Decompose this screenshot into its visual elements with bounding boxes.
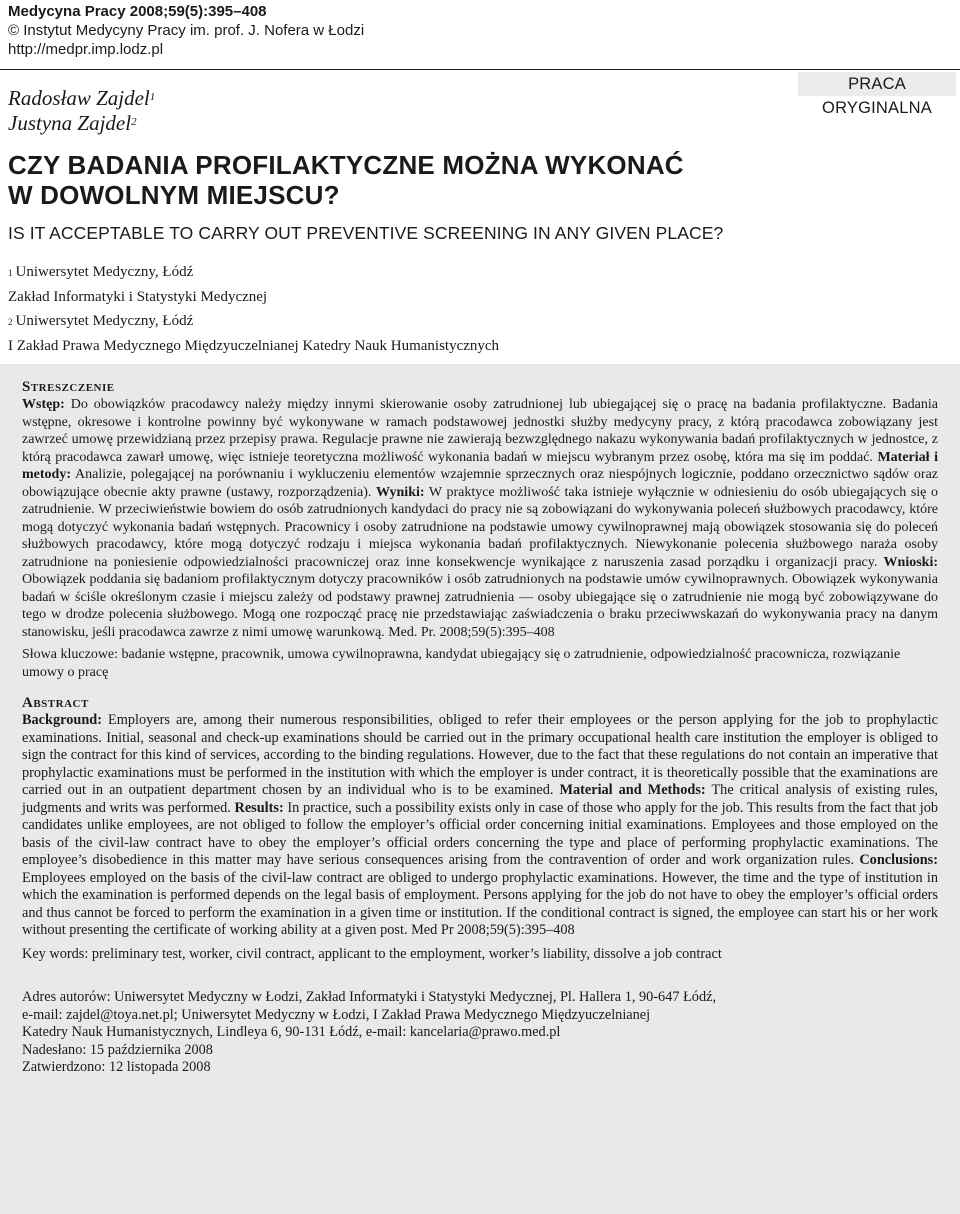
keywords: Słowa kluczowe: badanie wstępne, pracownik, umowa cywilnoprawna, kandydat ubiegający się o zatrudnienie, odpowiedzialność pracownicza, rozwiązanie umowy o pracę [22,647,901,680]
affiliation-list [8,260,499,358]
abstract-label: Conclusions: [859,852,938,868]
article-title-english: IS IT ACCEPTABLE TO CARRY OUT PREVENTIVE SCREENING IN ANY GIVEN PLACE? [8,223,724,243]
abstract-label: Materiał i metody: [22,449,938,482]
author [8,86,155,111]
abstract-label: Wnioski: [883,554,938,570]
header-rule [0,69,960,70]
affiliation-university: $^1$ Uniwersytet Medyczny, Łódź [8,264,194,280]
accepted-date: Zatwierdzono: 12 listopada 2008 [22,1059,211,1075]
abstract-content [22,379,938,1077]
journal-citation: Medycyna Pracy 2008;59(5):395–408 [8,3,267,20]
abstract-label: Background: [22,712,102,728]
affiliation-department: Zakład Informatyki i Statystyki Medycznej [8,288,268,305]
abstract-label: Material and Methods: [559,782,706,798]
affiliation-department: I Zakład Prawa Medycznego Międzyuczelnianej Katedry Nauk Humanistycznych [8,337,500,354]
affiliation-number: 1 [8,268,13,278]
author [8,111,155,136]
abstract-label: Wyniki: [376,484,425,500]
author-affiliation-marker: 2 [131,116,137,128]
abstract-label: Results: [234,799,284,816]
correspondence-info [22,989,938,1077]
section-heading: Abstract [22,695,89,711]
streszczenie-section [22,379,938,681]
author-affiliation-marker: 1 [149,91,156,103]
author-name: Justyna Zajdel [8,111,132,135]
title-line: CZY BADANIA PROFILAKTYCZNE MOŻNA WYKONAĆ [8,150,684,180]
author-name: Radosław Zajdel [8,86,150,110]
keywords: Key words: preliminary test, worker, civil contract, applicant to the employment, worker’s liability, dissolve a job contract [22,945,722,962]
correspondence-line: e-mail: zajdel@toya.net.pl; Uniwersytet Medyczny w Łodzi, I Zakład Prawa Medycznego Międzyuczelnianej [22,1006,651,1023]
abstract-box [0,364,960,1214]
journal-header [8,2,364,59]
article-type-badge: PRACA ORYGINALNA [798,72,956,96]
affiliation-number: 2 [8,317,13,327]
correspondence-line: Adres autorów: Uniwersytet Medyczny w Łodzi, Zakład Informatyki i Statystyki Medycznej, Pl. Hallera 1, 90-647 Łódź, [22,989,717,1005]
abstract-paragraph: Wstęp: Do obowiązków pracodawcy należy między innymi skierowanie osoby zatrudnionej lub ubiegającej się o pracę na badania profilaktyczne. Badania wstępne, okresowe i kontrolne powinny być wykonywane w ramach podstawowej jednostki służby medycyny pracy, z którą pracodawca zobowiązany jest zawrzeć umowę przewidzianą przez przepisy prawa. Regulacje prawne nie zawierają bezwzględnego nakazu wykonywania badań profilaktycznych w jednostce, z którą pracodawca zawarł umowę, więc istnieje teoretyczna możliwość wykonania badań w miejscu wybranym przez osobę, która ma się im poddać. Materiał i metody: Analizie, polegającej na porównaniu i wykluczeniu elementów wzajemnie sprzecznych oraz niespójnych logicznie, poddano orzecznictwo sądów oraz obowiązujące obecnie akty prawne (ustawy, rozporządzenia). Wyniki: W praktyce możliwość taka istnieje wyłącznie w odniesieniu do osób ubiegających się o zatrudnienie. W przeciwieństwie bowiem do osób zatrudnionych kandydaci do pracy nie są zobowiązani do wykonywania poleceń służbowych pracodawcy, które mogą dotyczyć wykonania badań wstępnych. Pracownicy i osoby zatrudnione na podstawie umowy cywilnoprawnej mają obowiązek stosowania się do poleceń służbowych pracodawcy, które mogą dotyczyć rodzaju i miejsca wykonania badań profilaktycznych. Niewykonanie polecenia służbowego naraża osoby zatrudnione na poniesienie odpowiedzialności pracowniczej oraz inne konsekwencje wynikające z naruszenia zasad porządku i organizacji pracy. Wnioski: Obowiązek poddania się badaniom profilaktycznym dotyczy pracowników i osób zatrudnionych na podstawie umów cywilnoprawnych. Obowiązek wykonywania badań w ściśle określonym czasie i miejscu zależy od podstawy prawnej zatrudnienia — osoby ubiegające się o zatrudnienie nie mogą być zobowiązywane do tego w drodze polecenia służbowego. Mogą one rozpocząć pracę nie przedstawiając zaświadczenia o braku przeciwwskazań do wykonywania pracy na danym stanowisku, jeśli pracodawca zawrze z nimi umowę warunkową. Med. Pr. 2008;59(5):395–408 [22,397,939,640]
affiliation-university: $^2$ Uniwersytet Medyczny, Łódź [8,313,194,329]
received-date: Nadesłano: 15 października 2008 [22,1041,213,1058]
journal-url[interactable]: http://medpr.imp.lodz.pl [8,41,164,58]
article-title [8,150,684,210]
journal-copyright: © Instytut Medycyny Pracy im. prof. J. Nofera w Łodzi [8,22,365,39]
section-heading: Streszczenie [22,379,115,395]
abstract-section [22,695,938,963]
correspondence-line: Katedry Nauk Humanistycznych, Lindleya 6, 90-131 Łódź, e-mail: kancelaria@prawo.med.pl [22,1024,561,1040]
abstract-paragraph: Background: Employers are, among their numerous responsibilities, obliged to refer their employees or the person applying for the job to prophylactic examinations. Initial, seasonal and check-up examinations should be carried out in the primary occupational health care institution the employer is obliged to sign the contract for this kind of services, according to the binding regulations. However, due to the fact that these regulations do not contain an imperative that prophylactic examinations must be performed in the institution with which the employer is under contract, it is theoretically possible that the examinations are carried out in an outpatient department chosen by an individual who is to be examined. Material and Methods: The critical analysis of existing rules, judgments and writs was performed. Results: In practice, such a possibility exists only in case of those who apply for the job. This results from the fact that job candidates unlike employees, are not obliged to follow the employer’s official order concerning initial examinations. Employees and those employed on the basis of the civil-law contract have to obey the employer’s official orders concerning the type and place of performing prophylactic examinations. The employee’s disobedience in this matter may have serious consequences arising from the contravention of order and work organization rules. Conclusions: Employees employed on the basis of the civil-law contract are obliged to undergo prophylactic examinations. However, the time and the type of institution in which the examination is performed depends on the legal basis of employment. Persons applying for the job do not have to obey the employer’s official orders and thus cannot be forced to perform the examination in a given time or institution. If the conditional contract is signed, the employee can start his or her work without presenting the certificate of working ability at a given post. Med Pr 2008;59(5):395–408 [22,712,938,938]
abstract-label: Wstęp: [22,397,65,412]
author-list [8,86,155,136]
title-line: W DOWOLNYM MIEJSCU? [8,180,340,210]
